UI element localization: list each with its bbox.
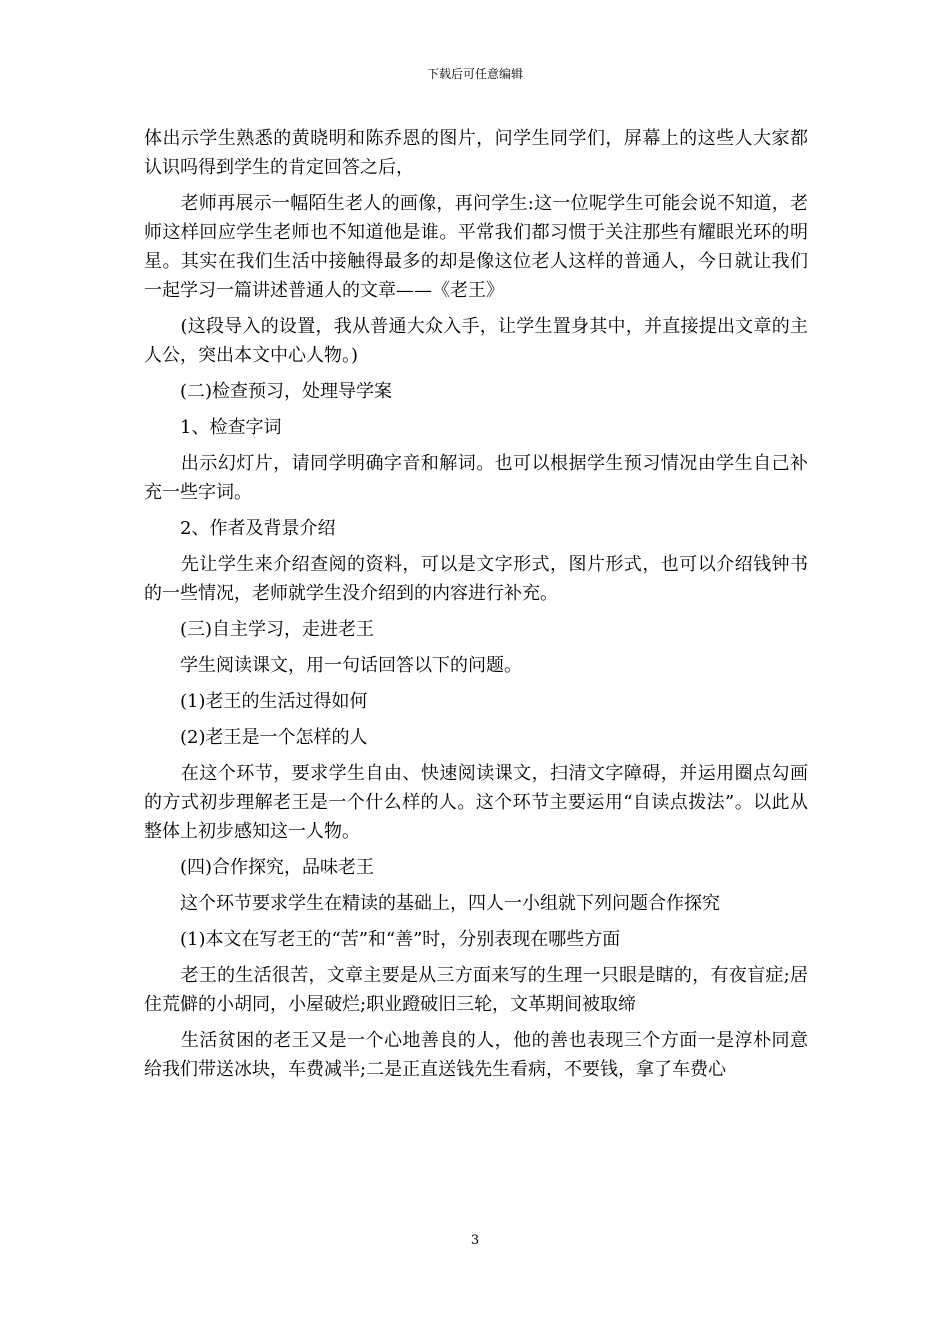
paragraph: 生活贫困的老王又是一个心地善良的人，他的善也表现三个方面一是淳朴同意给我们带送冰块，车费减半;二是正直送钱先生看病，不要钱，拿了车费心 bbox=[144, 1030, 808, 1080]
paragraph: 老师再展示一幅陌生老人的画像，再问学生:这一位呢学生可能会说不知道，老师这样回应学生老师也不知道他是谁。平常我们都习惯于关注那些有耀眼光环的明星。其实在我们生活中接触得最多的却是像这位老人这样的普通人，今日就让我们一起学习一篇讲述普通人的文章——《老王》 bbox=[144, 193, 808, 301]
paragraph: (这段导入的设置，我从普通大众入手，让学生置身其中，并直接提出文章的主人公，突出本文中心人物。) bbox=[144, 316, 808, 366]
question-item: (1)本文在写老王的“苦”和“善”时，分别表现在哪些方面 bbox=[144, 929, 621, 950]
sub-heading: 2、作者及背景介绍 bbox=[144, 518, 336, 539]
document-body bbox=[144, 124, 808, 1091]
sub-heading: 1、检查字词 bbox=[144, 417, 282, 438]
paragraph: 这个环节要求学生在精读的基础上，四人一小组就下列问题合作探究 bbox=[144, 893, 720, 914]
paragraph: 先让学生来介绍查阅的资料，可以是文字形式，图片形式，也可以介绍钱钟书的一些情况，老师就学生没介绍到的内容进行补充。 bbox=[144, 554, 808, 604]
section-heading: (二)检查预习，处理导学案 bbox=[144, 381, 393, 402]
section-heading: (四)合作探究，品味老王 bbox=[144, 857, 375, 878]
paragraph: 体出示学生熟悉的黄晓明和陈乔恩的图片，问学生同学们，屏幕上的这些人大家都认识吗得到学生的肯定回答之后， bbox=[144, 128, 808, 178]
question-item: (2)老王是一个怎样的人 bbox=[144, 727, 368, 748]
section-heading: (三)自主学习，走进老王 bbox=[144, 619, 375, 640]
page-header: 下载后可任意编辑 bbox=[426, 67, 523, 81]
paragraph: 在这个环节，要求学生自由、快速阅读课文，扫清文字障碍，并运用圈点勾画的方式初步理解老王是一个什么样的人。这个环节主要运用“自读点拨法”。以此从整体上初步感知这一人物。 bbox=[144, 763, 808, 842]
paragraph: 学生阅读课文，用一句话回答以下的问题。 bbox=[144, 655, 522, 676]
paragraph: 老王的生活很苦，文章主要是从三方面来写的生理一只眼是瞎的，有夜盲症;居住荒僻的小胡同，小屋破烂;职业蹬破旧三轮，文革期间被取缔 bbox=[144, 965, 808, 1015]
question-item: (1)老王的生活过得如何 bbox=[144, 691, 368, 712]
paragraph: 出示幻灯片，请同学明确字音和解词。也可以根据学生预习情况由学生自己补充一些字词。 bbox=[144, 453, 808, 503]
page-number: 3 bbox=[470, 1233, 480, 1248]
